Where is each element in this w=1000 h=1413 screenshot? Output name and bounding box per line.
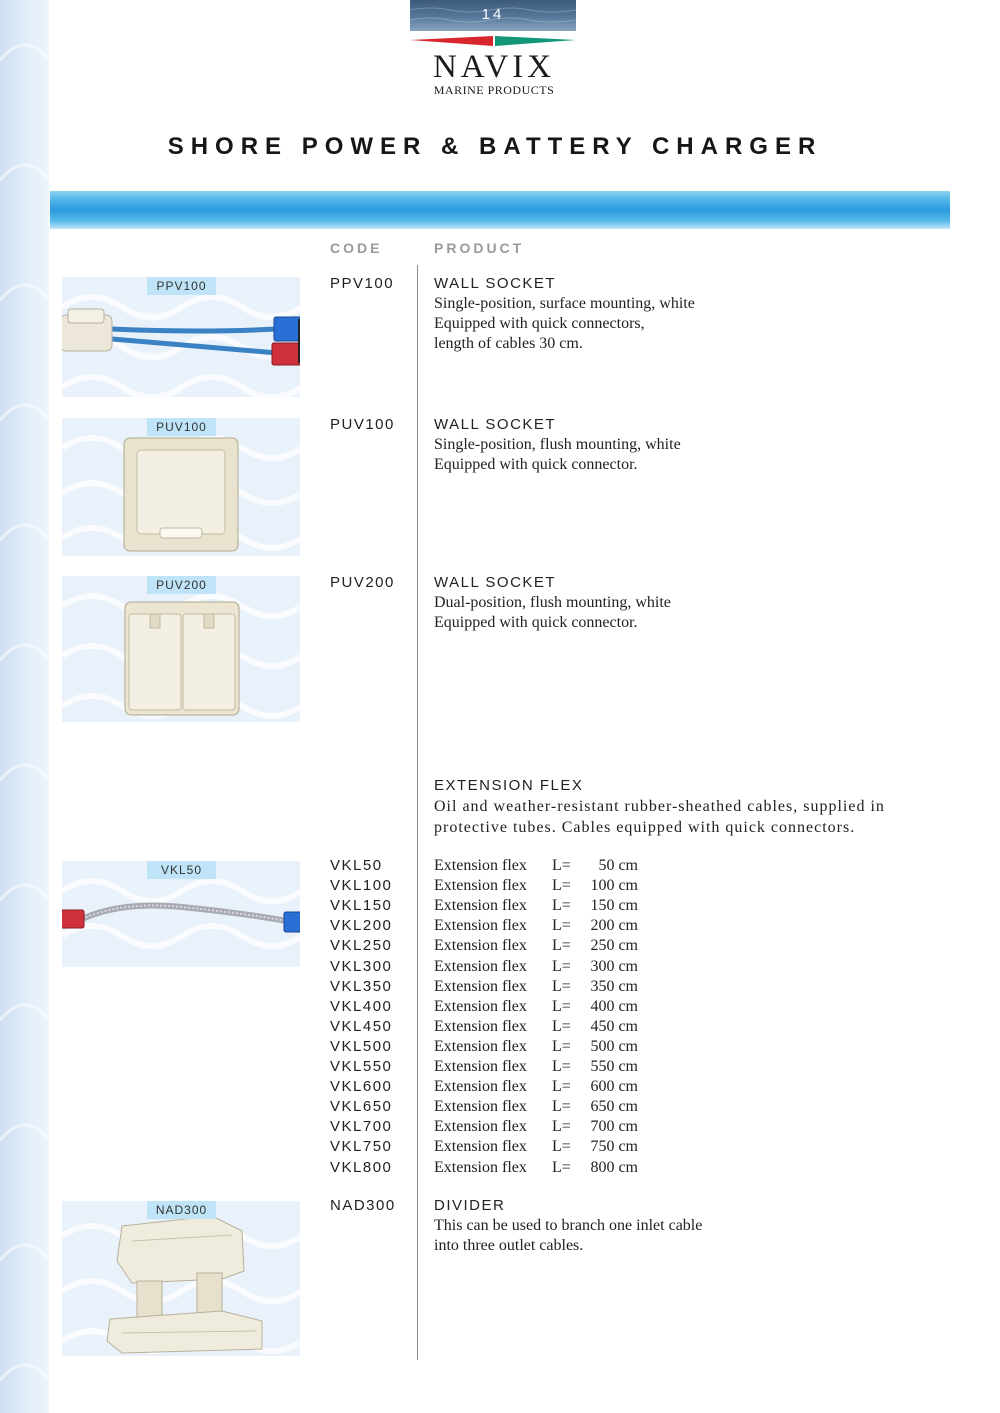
product-description: This can be used to branch one inlet cable into three outlet cables. bbox=[434, 1217, 703, 1254]
length-label: L= bbox=[552, 1158, 571, 1176]
product-code: VKL750 bbox=[330, 1138, 393, 1156]
flex-description: Extension flex bbox=[434, 977, 527, 995]
extension-description: Oil and weather-resistant rubber-sheathed cables, supplied in protective tubes. Cables equipped with quick connectors. bbox=[434, 798, 885, 836]
table-row bbox=[330, 978, 660, 998]
product-code: VKL50 bbox=[330, 857, 383, 874]
brand-name: NAVIX bbox=[432, 49, 556, 85]
column-header-code: CODE bbox=[330, 240, 383, 256]
length-label: L= bbox=[552, 1037, 571, 1055]
extension-title: EXTENSION FLEX bbox=[434, 777, 584, 794]
flex-description: Extension flex bbox=[434, 1098, 527, 1116]
flex-description: Extension flex bbox=[434, 1058, 527, 1075]
length-label: L= bbox=[552, 1017, 571, 1035]
product-code: VKL700 bbox=[330, 1118, 393, 1136]
table-row bbox=[330, 877, 660, 897]
product-title: DIVIDER bbox=[434, 1197, 506, 1214]
length-value: 350 cm bbox=[590, 977, 638, 995]
product-code: VKL150 bbox=[330, 897, 393, 915]
left-decor-strip bbox=[0, 0, 49, 1413]
table-row bbox=[330, 917, 660, 937]
length-label: L= bbox=[552, 997, 571, 1015]
length-label: L= bbox=[552, 897, 571, 915]
product-photo-puv200 bbox=[62, 576, 300, 722]
product-code: VKL350 bbox=[330, 977, 393, 995]
product-description: Single-position, surface mounting, white Equipped with quick connectors, length of cables 30 cm. bbox=[434, 295, 695, 352]
table-row bbox=[330, 1078, 660, 1098]
length-value: 450 cm bbox=[590, 1017, 638, 1035]
length-label: L= bbox=[552, 877, 571, 895]
product-title: WALL SOCKET bbox=[434, 416, 557, 433]
length-label: L= bbox=[552, 1058, 571, 1075]
length-label: L= bbox=[552, 957, 571, 975]
length-label: L= bbox=[552, 1138, 571, 1156]
length-value: 750 cm bbox=[590, 1138, 638, 1156]
length-value: 100 cm bbox=[590, 877, 638, 895]
flex-description: Extension flex bbox=[434, 1118, 527, 1136]
product-photo-nad300 bbox=[62, 1201, 300, 1356]
length-value: 300 cm bbox=[590, 957, 638, 975]
product-photo-puv100 bbox=[62, 418, 300, 556]
product-photo-vkl50 bbox=[62, 861, 300, 967]
table-row bbox=[330, 1118, 660, 1138]
length-value: 700 cm bbox=[590, 1118, 638, 1136]
product-code: PUV200 bbox=[330, 574, 395, 591]
header-band bbox=[50, 191, 950, 229]
length-value: 200 cm bbox=[590, 917, 638, 935]
product-code: VKL300 bbox=[330, 957, 393, 975]
table-row bbox=[330, 897, 660, 917]
length-value: 500 cm bbox=[590, 1037, 638, 1055]
product-code: VKL500 bbox=[330, 1037, 393, 1055]
flex-description: Extension flex bbox=[434, 1158, 527, 1176]
length-value: 150 cm bbox=[590, 897, 638, 915]
product-code: VKL400 bbox=[330, 997, 393, 1015]
table-row bbox=[330, 1018, 660, 1038]
flex-description: Extension flex bbox=[434, 937, 527, 955]
product-tag: NAD300 bbox=[147, 1201, 216, 1219]
product-code: VKL600 bbox=[330, 1078, 393, 1096]
page-title: SHORE POWER & BATTERY CHARGER bbox=[167, 133, 823, 160]
flex-description: Extension flex bbox=[434, 897, 527, 915]
length-label: L= bbox=[552, 1098, 571, 1116]
flex-description: Extension flex bbox=[434, 997, 527, 1015]
length-value: 50 cm bbox=[598, 857, 638, 874]
product-description: Dual-position, flush mounting, white Equipped with quick connector. bbox=[434, 594, 671, 631]
product-tag: PPV100 bbox=[147, 277, 216, 295]
product-title: WALL SOCKET bbox=[434, 275, 557, 292]
product-code: PUV100 bbox=[330, 416, 395, 433]
length-label: L= bbox=[552, 977, 571, 995]
surface-socket-icon bbox=[62, 277, 300, 397]
table-row bbox=[330, 857, 660, 877]
brand-subtitle: MARINE PRODUCTS bbox=[433, 83, 555, 97]
flush-socket-icon bbox=[62, 418, 300, 556]
page-number: 14 bbox=[481, 6, 505, 23]
product-code: VKL650 bbox=[330, 1098, 393, 1116]
length-value: 800 cm bbox=[590, 1158, 638, 1176]
flex-description: Extension flex bbox=[434, 957, 527, 975]
flex-description: Extension flex bbox=[434, 877, 527, 895]
divider-connector-icon bbox=[62, 1201, 300, 1356]
navix-logo bbox=[410, 0, 578, 100]
length-label: L= bbox=[552, 857, 571, 874]
product-code: VKL450 bbox=[330, 1017, 393, 1035]
table-row bbox=[330, 937, 660, 957]
product-code: NAD300 bbox=[330, 1197, 396, 1214]
length-value: 600 cm bbox=[590, 1078, 638, 1096]
length-value: 400 cm bbox=[590, 997, 638, 1015]
product-photo-ppv100 bbox=[62, 277, 300, 397]
product-tag: PUV200 bbox=[147, 576, 216, 594]
length-value: 550 cm bbox=[590, 1058, 638, 1075]
length-label: L= bbox=[552, 1078, 571, 1096]
length-value: 650 cm bbox=[590, 1098, 638, 1116]
flex-description: Extension flex bbox=[434, 917, 527, 935]
table-row bbox=[330, 1159, 660, 1179]
length-value: 250 cm bbox=[590, 937, 638, 955]
dual-socket-icon bbox=[62, 576, 300, 722]
product-code: VKL800 bbox=[330, 1158, 393, 1176]
product-code: VKL200 bbox=[330, 917, 393, 935]
product-tag: PUV100 bbox=[147, 418, 216, 436]
product-tag: VKL50 bbox=[147, 861, 216, 879]
length-label: L= bbox=[552, 937, 571, 955]
product-title: WALL SOCKET bbox=[434, 574, 557, 591]
flex-description: Extension flex bbox=[434, 1078, 527, 1096]
length-label: L= bbox=[552, 917, 571, 935]
column-divider bbox=[417, 265, 418, 1360]
product-description: Single-position, flush mounting, white Equipped with quick connector. bbox=[434, 436, 681, 473]
product-code: VKL250 bbox=[330, 937, 393, 955]
table-row bbox=[330, 1038, 660, 1058]
flex-description: Extension flex bbox=[434, 857, 527, 874]
table-row bbox=[330, 998, 660, 1018]
flex-description: Extension flex bbox=[434, 1037, 527, 1055]
flex-description: Extension flex bbox=[434, 1017, 527, 1035]
product-code: VKL550 bbox=[330, 1058, 393, 1075]
table-row bbox=[330, 1058, 660, 1078]
wave-pattern-icon bbox=[0, 0, 49, 1413]
product-code: VKL100 bbox=[330, 877, 393, 895]
table-row bbox=[330, 1138, 660, 1158]
table-row bbox=[330, 958, 660, 978]
table-row bbox=[330, 1098, 660, 1118]
length-label: L= bbox=[552, 1118, 571, 1136]
product-code: PPV100 bbox=[330, 275, 395, 292]
flex-description: Extension flex bbox=[434, 1138, 527, 1156]
column-header-product: PRODUCT bbox=[434, 240, 525, 256]
